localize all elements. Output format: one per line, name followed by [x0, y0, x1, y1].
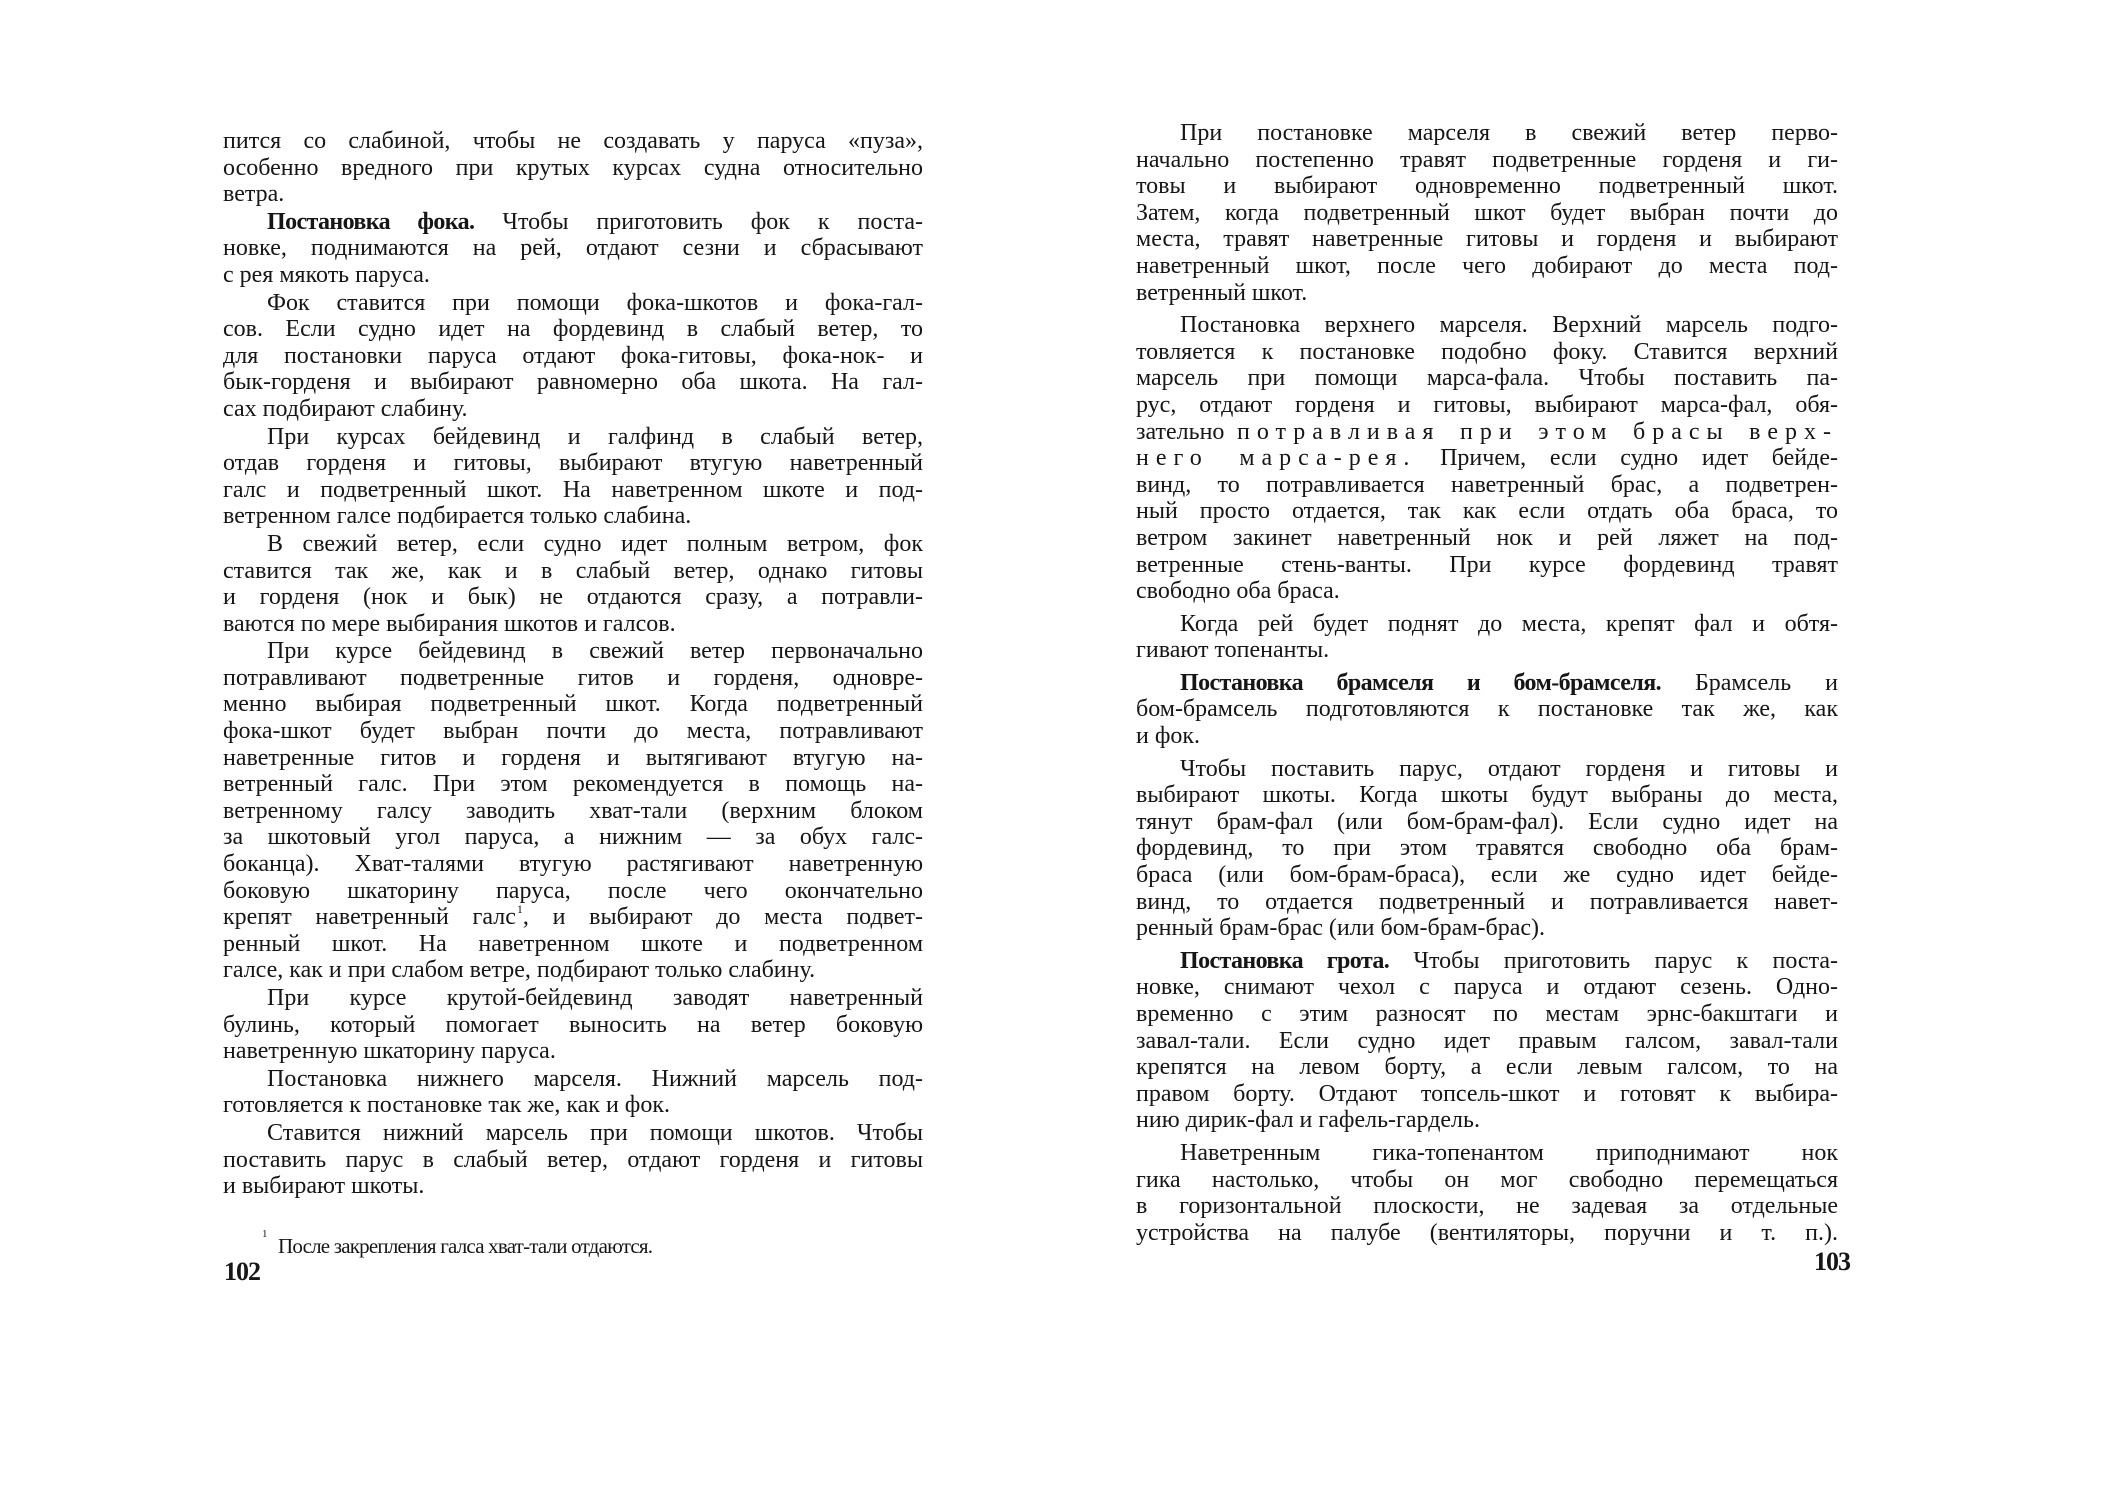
text-line	[1136, 173, 1838, 200]
text-segment: Чтобы приготовить фок к поста-	[474, 208, 923, 235]
text-segment: для постановки паруса отдают фока-гитовы, фока-нок- и	[223, 342, 923, 369]
text-segment: места, травят наветренные гитовы и горденя и выбирают	[1136, 226, 1838, 253]
text-segment: ваются по мере выбирания шкотов и галсов.	[223, 610, 676, 637]
emphasized-text: потравливая при этом брасы верх-	[1236, 418, 1839, 445]
text-segment: товы и выбирают одновременно подветренный шкот.	[1136, 173, 1838, 200]
text-segment: отдав горденя и гитовы, выбирают втугую наветренный	[223, 450, 923, 477]
footnote-mark: 1	[262, 1228, 267, 1240]
text-line	[1136, 147, 1838, 174]
text-segment: ренный шкот. На наветренном шкоте и подветренном	[223, 930, 923, 957]
text-segment: ветра.	[223, 181, 285, 208]
text-segment: рус, отдают горденя и гитовы, выбирают марса-фал, обя-	[1136, 391, 1838, 418]
text-line	[223, 290, 923, 317]
text-segment: В свежий ветер, если судно идет полным ветром, фок	[267, 530, 923, 557]
paragraph	[223, 209, 923, 289]
text-segment: Чтобы приготовить парус к поста-	[1389, 947, 1838, 974]
paragraph	[223, 290, 923, 423]
text-segment: особенно вредного при крутых курсах судна относительно	[223, 154, 923, 181]
text-segment: и горденя (нок и бык) не отдаются сразу, а потравли-	[223, 584, 923, 611]
text-segment: правом борту. Отдают топсель-шкот и готовят к выбира-	[1136, 1080, 1838, 1107]
text-line	[1136, 862, 1838, 889]
text-segment: Брамсель и	[1660, 669, 1838, 696]
text-segment: крепят наветренный галс	[223, 904, 516, 931]
text-line	[223, 262, 923, 289]
text-segment: и фок.	[1136, 723, 1201, 750]
text-segment: Затем, когда подветренный шкот будет выбран почти до	[1136, 199, 1838, 226]
text-line	[1136, 525, 1838, 552]
text-line	[1136, 419, 1838, 446]
text-segment: устройства на палубе (вентиляторы, поручни и т. п.).	[1136, 1219, 1838, 1246]
text-line	[1136, 578, 1838, 605]
text-line	[223, 985, 923, 1012]
footnote-reference: 1	[516, 902, 523, 917]
text-line	[1136, 339, 1838, 366]
text-line	[1136, 253, 1838, 280]
page-102	[223, 128, 923, 1200]
paragraph	[223, 424, 923, 530]
text-line	[223, 1092, 923, 1119]
text-segment: фока-шкот будет выбран почти до места, потравливают	[223, 718, 923, 745]
text-line	[1136, 889, 1838, 916]
text-line	[1136, 723, 1838, 750]
text-segment: за шкотовый угол паруса, а нижним — за обух галс-	[223, 824, 923, 851]
text-line	[1136, 120, 1838, 147]
paragraph	[1136, 948, 1838, 1134]
text-line	[223, 584, 923, 611]
text-segment: ставится так же, как и в слабый ветер, однако гитовы	[223, 557, 923, 584]
page-number-left: 102	[224, 1257, 260, 1286]
text-segment: бык-горденя и выбирают равномерно оба шкота. На гал-	[223, 369, 923, 396]
text-line	[1136, 392, 1838, 419]
footnote	[262, 1228, 653, 1259]
text-line	[223, 316, 923, 343]
text-segment: завал-тали. Если судно идет правым галсом, завал-тали	[1136, 1027, 1838, 1054]
text-segment: ветренные стень-ванты. При курсе фордевинд травят	[1136, 551, 1838, 578]
text-segment: сов. Если судно идет на фордевинд в слабый ветер, то	[223, 316, 923, 343]
text-segment: гика настолько, чтобы он мог свободно перемещаться	[1136, 1166, 1838, 1193]
paragraph	[1136, 670, 1838, 750]
text-line	[223, 1173, 923, 1200]
text-segment: ветренный галс. При этом рекомендуется в помощь на-	[223, 771, 923, 798]
text-segment: пится со слабиной, чтобы не создавать у паруса «пуза»,	[223, 128, 923, 154]
text-line	[223, 209, 923, 236]
text-segment: крепятся на левом борту, а если левым галсом, то на	[1136, 1054, 1838, 1081]
text-segment: Ставится нижний марсель при помощи шкотов. Чтобы	[267, 1119, 923, 1146]
text-segment: и выбирают шкоты.	[223, 1173, 425, 1200]
text-line	[223, 1012, 923, 1039]
text-line	[223, 931, 923, 958]
text-segment: наветренную шкаторину паруса.	[223, 1038, 556, 1065]
emphasized-text: него марса-рея.	[1136, 445, 1417, 472]
text-line	[223, 745, 923, 772]
paragraph	[1136, 312, 1838, 605]
text-line	[1136, 498, 1838, 525]
text-segment: браса (или бом-брам-браса), если же судно идет бейде-	[1136, 862, 1838, 889]
paragraph	[223, 531, 923, 637]
text-line	[223, 1038, 923, 1065]
text-line	[1136, 696, 1838, 723]
section-heading: Постановка грота.	[1180, 947, 1390, 974]
text-line	[1136, 637, 1838, 664]
text-line	[223, 771, 923, 798]
text-line	[1136, 974, 1838, 1001]
text-segment: Когда рей будет поднят до места, крепят фал и обтя-	[1180, 610, 1838, 637]
text-line	[223, 558, 923, 585]
text-line	[1136, 1054, 1838, 1081]
text-line	[1136, 445, 1838, 472]
text-line	[223, 638, 923, 665]
text-line	[1136, 472, 1838, 499]
text-segment: марсель при помощи марса-фала. Чтобы поставить па-	[1136, 365, 1838, 392]
text-line	[223, 396, 923, 423]
text-line	[223, 1120, 923, 1147]
text-segment: винд, то потравливается наветренный брас, а подветрен-	[1136, 471, 1838, 498]
text-line	[223, 424, 923, 451]
text-segment: зательно	[1136, 418, 1237, 445]
paragraph	[223, 985, 923, 1065]
text-segment: При курсе бейдевинд в свежий ветер первоначально	[267, 638, 923, 665]
text-segment: наветренные гитов и горденя и вытягивают втугую на-	[223, 744, 923, 771]
text-segment: , и выбирают до места подвет-	[522, 904, 924, 931]
text-segment: потравливают подветренные гитов и горденя, одновре-	[223, 664, 923, 691]
text-segment: Постановка верхнего марселя. Верхний марсель подго-	[1180, 312, 1838, 339]
text-segment: галсе, как и при слабом ветре, подбирают только слабину.	[223, 957, 816, 984]
paragraph	[1136, 611, 1838, 664]
text-segment: бом-брамсель подготовляются к постановке так же, как	[1136, 696, 1838, 723]
text-segment: ветренном галсе подбирается только слабина.	[223, 503, 692, 530]
page-103	[1136, 120, 1838, 1246]
text-segment: ный просто отдается, так как если отдать оба браса, то	[1136, 498, 1838, 525]
text-line	[1136, 200, 1838, 227]
text-segment: ветром закинет наветренный нок и рей ляжет на под-	[1136, 524, 1838, 551]
text-segment: Фок ставится при помощи фока-шкотов и фока-гал-	[267, 289, 923, 316]
text-line	[1136, 1220, 1838, 1247]
page-body	[1136, 120, 1838, 1246]
text-line	[223, 904, 923, 931]
paragraph	[1136, 756, 1838, 942]
text-line	[1136, 1107, 1838, 1134]
text-line	[223, 369, 923, 396]
text-segment: гивают топенанты.	[1136, 637, 1330, 664]
text-segment: фордевинд, то при этом травятся свободно оба брам-	[1136, 835, 1838, 862]
text-line	[1136, 1140, 1838, 1167]
text-segment: начально постепенно травят подветренные горденя и ги-	[1136, 146, 1838, 173]
text-line	[223, 477, 923, 504]
text-line	[223, 824, 923, 851]
text-line	[1136, 226, 1838, 253]
text-segment: товляется к постановке подобно фоку. Ставится верхний	[1136, 338, 1838, 365]
text-segment: боканца). Хват-талями втугую растягивают наветренную	[223, 851, 923, 878]
text-line	[223, 235, 923, 262]
text-line	[223, 503, 923, 530]
paragraph	[1136, 120, 1838, 306]
text-line	[1136, 1001, 1838, 1028]
text-line	[1136, 365, 1838, 392]
text-segment: готовляется к постановке так же, как и фок.	[223, 1092, 671, 1119]
footnote-text: После закрепления галса хват-тали отдаются.	[278, 1234, 653, 1258]
text-segment: Чтобы поставить парус, отдают горденя и гитовы и	[1180, 755, 1838, 782]
text-segment: При курсе крутой-бейдевинд заводят наветренный	[267, 985, 923, 1011]
text-line	[223, 691, 923, 718]
paragraph	[223, 1066, 923, 1119]
text-segment: тянут брам-фал (или бом-брам-фал). Если судно идет на	[1136, 808, 1838, 835]
text-line	[1136, 280, 1838, 307]
text-segment: новке, поднимаются на рей, отдают сезни и сбрасывают	[223, 235, 923, 262]
text-segment: ветренный шкот.	[1136, 279, 1308, 306]
text-line	[223, 957, 923, 984]
text-line	[1136, 552, 1838, 579]
text-line	[1136, 835, 1838, 862]
text-line	[1136, 756, 1838, 783]
text-segment: винд, то отдается подветренный и потравливается навет-	[1136, 888, 1838, 915]
text-line	[223, 181, 923, 208]
paragraph	[223, 1120, 923, 1200]
text-segment: При курсах бейдевинд и галфинд в слабый ветер,	[267, 423, 923, 450]
text-segment: Причем, если судно идет бейде-	[1416, 445, 1838, 472]
text-line	[223, 718, 923, 745]
text-line	[223, 343, 923, 370]
text-line	[223, 450, 923, 477]
text-line	[1136, 312, 1838, 339]
text-segment: сах подбирают слабину.	[223, 395, 468, 422]
text-line	[1136, 1167, 1838, 1194]
text-line	[223, 531, 923, 558]
text-line	[1136, 915, 1838, 942]
text-segment: галс и подветренный шкот. На наветренном шкоте и под-	[223, 476, 923, 503]
text-segment: нию дирик-фал и гафель-гардель.	[1136, 1107, 1480, 1134]
text-line	[223, 665, 923, 692]
text-line	[1136, 670, 1838, 697]
text-line	[223, 155, 923, 182]
text-line	[1136, 809, 1838, 836]
paragraph	[223, 128, 923, 208]
text-segment: ренный брам-брас (или бом-брам-брас).	[1136, 915, 1546, 942]
text-segment: поставить парус в слабый ветер, отдают горденя и гитовы	[223, 1146, 923, 1173]
paragraph	[223, 638, 923, 984]
text-segment: новке, снимают чехол с паруса и отдают сезень. Одно-	[1136, 974, 1838, 1001]
text-segment: Наветренным гика-топенантом приподнимают нок	[1180, 1139, 1838, 1166]
text-line	[1136, 1028, 1838, 1055]
text-segment: выбирают шкоты. Когда шкоты будут выбраны до места,	[1136, 782, 1838, 809]
text-segment: Постановка нижнего марселя. Нижний марсель под-	[267, 1065, 923, 1092]
section-heading: Постановка фока.	[267, 208, 475, 235]
text-segment: боковую шкаторину паруса, после чего окончательно	[223, 877, 923, 904]
section-heading: Постановка брамселя и бом-брамселя.	[1180, 669, 1661, 696]
text-line	[223, 1147, 923, 1174]
text-line	[1136, 1193, 1838, 1220]
text-segment: булинь, который помогает выносить на ветер боковую	[223, 1011, 923, 1038]
text-segment: в горизонтальной плоскости, не задевая за отдельные	[1136, 1193, 1838, 1220]
text-segment: с рея мякоть паруса.	[223, 261, 430, 288]
text-line	[1136, 782, 1838, 809]
text-segment: При постановке марселя в свежий ветер перво-	[1180, 120, 1838, 146]
text-segment: менно выбирая подветренный шкот. Когда подветренный	[223, 691, 923, 718]
text-line	[223, 611, 923, 638]
page-number-right: 103	[1814, 1247, 1850, 1276]
text-line	[223, 878, 923, 905]
text-segment: свободно оба браса.	[1136, 578, 1340, 605]
text-line	[223, 128, 923, 155]
text-line	[1136, 948, 1838, 975]
text-line	[1136, 1081, 1838, 1108]
text-segment: ветренному галсу заводить хват-тали (верхним блоком	[223, 797, 923, 824]
paragraph	[1136, 1140, 1838, 1246]
text-line	[1136, 611, 1838, 638]
text-line	[223, 1066, 923, 1093]
text-line	[223, 851, 923, 878]
text-line	[223, 798, 923, 825]
page-body	[223, 128, 923, 1200]
text-segment: временно с этим разносят по местам эрнс-бакштаги и	[1136, 1001, 1838, 1027]
text-segment: наветренный шкот, после чего добирают до места под-	[1136, 252, 1838, 279]
